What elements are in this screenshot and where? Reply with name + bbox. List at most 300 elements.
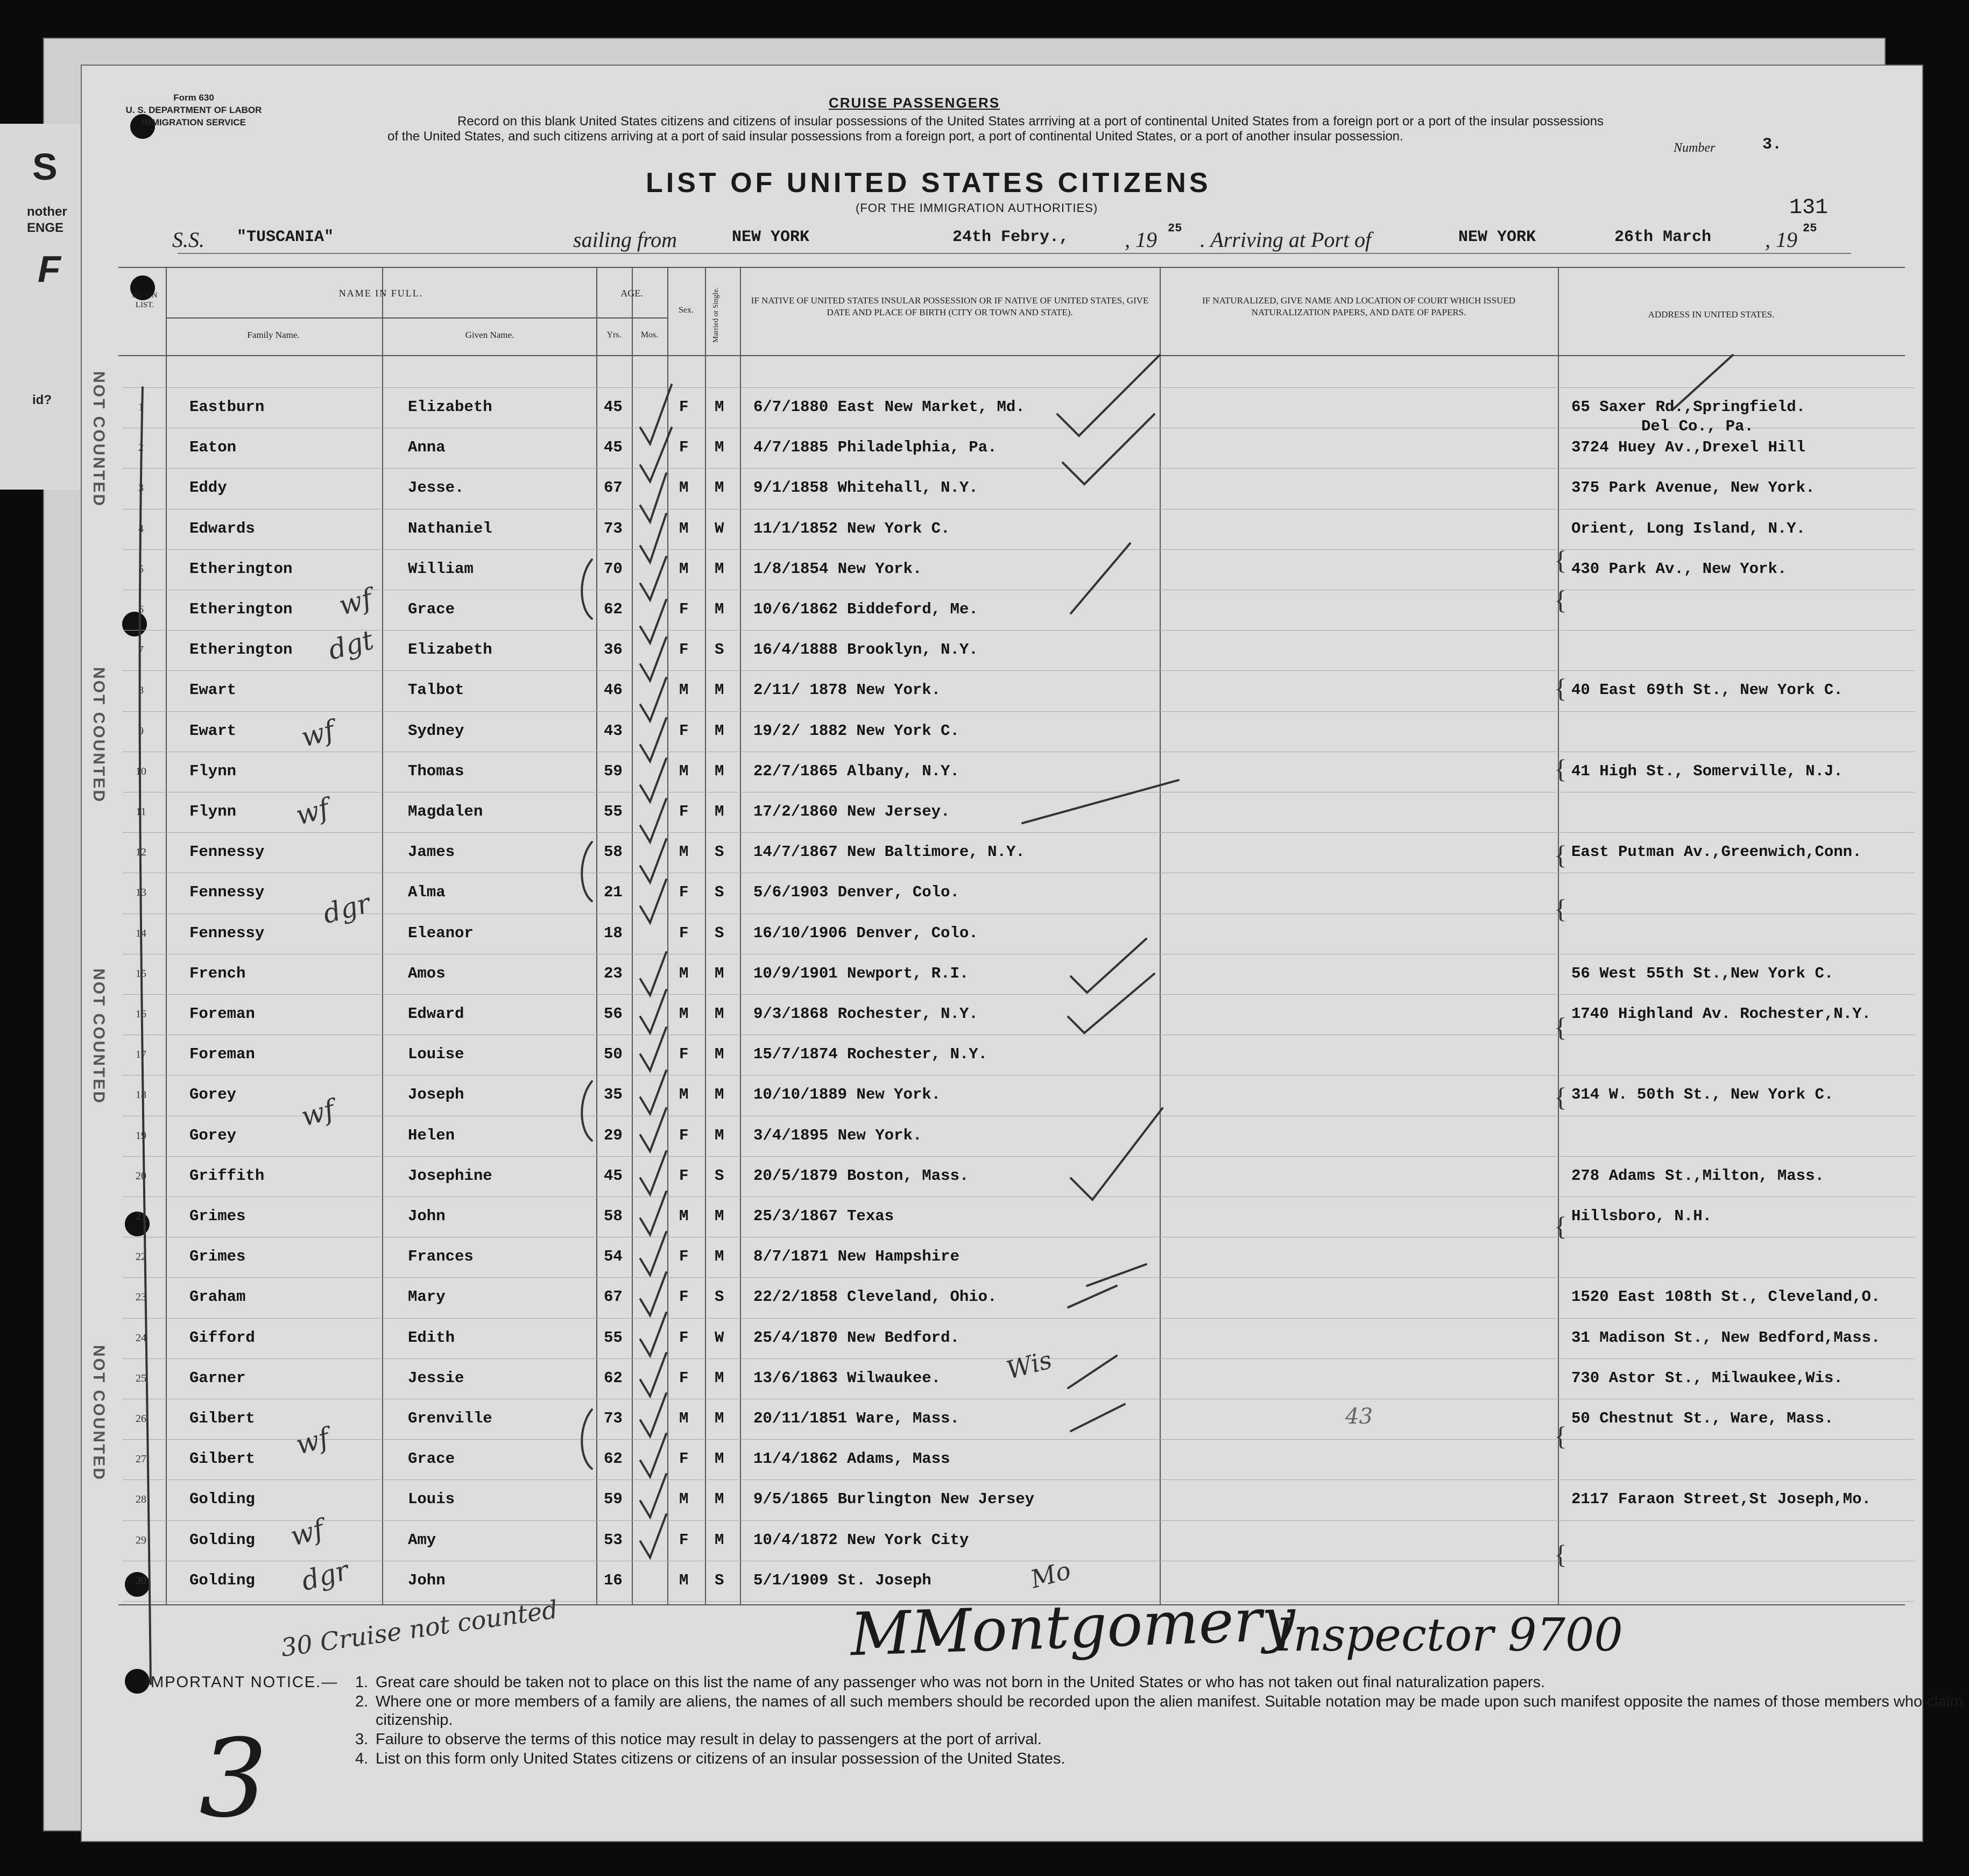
marital-status: S [715,1571,724,1589]
family-name: Grimes [189,1207,246,1225]
age-years: 58 [604,843,623,861]
marital-status: M [715,1045,724,1064]
year-suffix: 25 [1803,222,1817,235]
family-name: Foreman [189,1045,255,1064]
col-mos: Mos. [640,330,659,339]
inspector-signature: Inspector 9700 [1275,1609,1623,1661]
age-years: 35 [604,1086,623,1104]
family-brace: { [1554,754,1567,784]
birth-date-place: 8/7/1871 New Hampshire [753,1248,959,1266]
age-years: 29 [604,1126,623,1144]
family-name: Etherington [189,641,293,659]
family-name: Graham [189,1288,246,1306]
sex: M [679,681,689,699]
given-name: Alma [408,883,446,902]
marital-status: S [715,843,724,861]
age-years: 16 [604,1571,623,1589]
handwritten-note: 43 [1345,1404,1373,1429]
family-name: Gorey [189,1086,237,1104]
age-years: 67 [604,1288,623,1306]
birth-date-place: 13/6/1863 Wilwaukee. [753,1369,941,1387]
birth-date-place: 16/10/1906 Denver, Colo. [753,924,978,942]
given-name: Louis [408,1490,455,1509]
address: 730 Astor St., Milwaukee,Wis. [1571,1369,1843,1387]
given-name: Frances [408,1248,474,1266]
birth-date-place: 10/4/1872 New York City [753,1531,969,1549]
sex: F [679,1531,689,1549]
marital-status: W [715,519,724,537]
address: 314 W. 50th St., New York C. [1571,1086,1834,1104]
age-years: 67 [604,479,623,497]
handwritten-note: Wis [1003,1344,1055,1385]
age-years: 50 [604,1045,623,1064]
family-name: Etherington [189,600,293,618]
list-number: 4 [138,522,144,535]
list-number: 10 [136,765,146,777]
marital-status: S [715,641,724,659]
family-brace: { [1554,840,1567,870]
sex: M [679,1207,689,1225]
age-years: 56 [604,1005,623,1023]
birth-date-place: 16/4/1888 Brooklyn, N.Y. [753,641,978,659]
family-name: Ewart [189,721,237,740]
family-brace: { [1554,1539,1567,1569]
family-name: Gilbert [189,1410,255,1427]
birth-date-place: 10/6/1862 Biddeford, Me. [753,600,978,618]
family-brace: { [1554,894,1567,924]
family-name: Flynn [189,803,237,820]
ss-label: S.S. [172,228,204,252]
given-name: Amos [408,964,446,982]
birth-date-place: 5/6/1903 Denver, Colo. [753,883,959,902]
birth-date-place: 20/5/1879 Boston, Mass. [753,1166,969,1185]
list-number: 27 [136,1453,146,1466]
edge-letter-f: F [38,248,61,290]
given-name: Jesse. [408,479,464,497]
col-yrs: Yrs. [606,330,622,339]
col-married-single: Married or Single. [712,287,720,343]
age-years: 43 [604,721,623,740]
list-number: 1 [138,401,144,413]
given-name: Louise [408,1045,464,1064]
birth-date-place: 11/1/1852 New York C. [753,519,950,537]
birth-date-place: 3/4/1895 New York. [753,1126,922,1144]
sailing-from-label: sailing from [573,228,677,252]
address: 41 High St., Somerville, N.J. [1571,762,1843,780]
col-given-name: Given Name. [465,330,514,340]
marital-status: M [715,1490,724,1509]
given-name: Edward [408,1005,464,1023]
list-title: LIST OF UNITED STATES CITIZENS [646,167,1211,199]
handwritten-note: wf [292,1422,333,1461]
age-years: 59 [604,762,623,780]
sex: M [679,843,689,861]
marital-status: M [715,600,724,618]
birth-date-place: 22/2/1858 Cleveland, Ohio. [753,1288,997,1306]
marital-status: M [715,560,724,578]
marital-status: M [715,1126,724,1144]
family-brace: { [1554,585,1567,615]
given-name: Grenville [408,1410,492,1427]
list-number: 14 [136,927,146,939]
edge-fragment-enge: ENGE [27,221,64,235]
age-years: 54 [604,1248,623,1266]
list-number: 5 [138,563,144,575]
birth-date-place: 5/1/1909 St. Joseph [753,1571,931,1589]
sex: F [679,438,689,457]
col-age: AGE. [620,288,643,299]
marital-status: M [715,1086,724,1104]
family-name: Fennessy [189,924,265,942]
sex: M [679,1571,689,1589]
handwritten-note: wf [335,583,376,621]
department-label: U. S. DEPARTMENT OF LABOR [125,105,262,115]
edge-fragment-id: id? [32,393,52,407]
age-years: 53 [604,1531,623,1549]
given-name: Grace [408,1450,455,1468]
sex: M [679,479,689,497]
sex: M [679,560,689,578]
col-sex: Sex. [679,306,694,315]
given-name: Grace [408,600,455,618]
address: 3724 Huey Av.,Drexel Hill [1571,438,1806,457]
family-brace: { [1554,1421,1567,1451]
marital-status: M [715,721,724,740]
family-name: Golding [189,1571,255,1589]
address: Hillsboro, N.H. [1571,1207,1712,1225]
marital-status: M [715,1450,724,1468]
list-number: 19 [136,1129,146,1142]
sex: F [679,398,689,416]
sex: F [679,883,689,902]
not-counted-stamp: NOT COUNTED [90,371,108,507]
list-number: 9 [138,725,144,737]
sailing-from-port: NEW YORK [732,228,810,246]
list-number: 28 [136,1493,146,1506]
birth-date-place: 15/7/1874 Rochester, N.Y. [753,1045,988,1064]
list-number: 29 [136,1534,146,1546]
age-years: 46 [604,681,623,699]
sex: F [679,1328,689,1347]
birth-date-place: 10/9/1901 Newport, R.I. [753,964,969,982]
address-line-2: Del Co., Pa. [1641,417,1754,435]
handwritten-note: wf [287,1513,327,1552]
family-name: Golding [189,1531,255,1549]
marital-status: S [715,1166,724,1185]
col-no: No. ON LIST. [132,291,158,309]
sex: M [679,1410,689,1427]
handwritten-note: dgr [298,1554,352,1597]
address: 31 Madison St., New Bedford,Mass. [1571,1328,1881,1347]
marital-status: M [715,1207,724,1225]
age-years: 55 [604,803,623,820]
list-number: 16 [136,1008,146,1020]
page-number: 131 [1789,196,1829,220]
list-number: 11 [136,806,146,818]
age-years: 70 [604,560,623,578]
not-counted-stamp: NOT COUNTED [90,1345,108,1481]
notice-item: 3. Failure to observe the terms of this notice may result in delay to passengers at the port of arrival. [355,1731,1042,1748]
ship-name: "TUSCANIA" [237,228,334,246]
list-number: 23 [136,1291,146,1304]
family-name: Etherington [189,560,293,578]
age-years: 18 [604,924,623,942]
handwritten-note: dgt [324,624,377,666]
family-brace: { [1554,1012,1567,1042]
marital-status: M [715,1248,724,1266]
year-suffix: 25 [1168,222,1182,235]
marital-status: M [715,681,724,699]
given-name: Sydney [408,721,464,740]
sex: M [679,964,689,982]
marital-status: S [715,883,724,902]
marital-status: M [715,398,724,416]
sex: F [679,1288,689,1306]
officer-signature: MMontgomery [849,1584,1297,1669]
handwritten-note: wf [292,792,333,831]
age-years: 45 [604,1166,623,1185]
age-years: 21 [604,883,623,902]
list-number: 6 [138,604,144,615]
given-name: James [408,843,455,861]
given-name: Elizabeth [408,641,492,659]
birth-date-place: 19/2/ 1882 New York C. [753,721,959,740]
address: 1520 East 108th St., Cleveland,O. [1571,1288,1881,1306]
address: East Putman Av.,Greenwich,Conn. [1571,843,1862,861]
marital-status: S [715,924,724,942]
family-name: Golding [189,1490,255,1509]
marital-status: M [715,964,724,982]
list-number: 20 [136,1170,146,1182]
marital-status: M [715,438,724,457]
sex: F [679,1126,689,1144]
birth-date-place: 25/4/1870 New Bedford. [753,1328,959,1347]
family-name: Ewart [189,681,237,699]
given-name: Nathaniel [408,519,492,537]
sex: F [679,641,689,659]
list-number: 2 [138,442,144,454]
address: 278 Adams St.,Milton, Mass. [1571,1166,1824,1185]
handwritten-note: Mo [1027,1555,1074,1594]
marital-status: M [715,1531,724,1549]
given-name: Elizabeth [408,398,492,416]
sex: F [679,1450,689,1468]
list-number: 18 [136,1089,146,1101]
family-brace: { [1554,673,1567,703]
address: 40 East 69th St., New York C. [1571,681,1843,699]
given-name: Magdalen [408,803,483,820]
birth-date-place: 2/11/ 1878 New York. [753,681,941,699]
family-name: Gorey [189,1126,237,1144]
address: 65 Saxer Rd.,Springfield. [1571,398,1806,416]
birth-date-place: 22/7/1865 Albany, N.Y. [753,762,959,780]
family-name: Gifford [189,1328,255,1347]
arrival-port: NEW YORK [1458,228,1536,246]
list-number: 15 [136,967,146,980]
given-name: Amy [408,1531,436,1549]
age-years: 36 [604,641,623,659]
arrival-date: 26th March [1614,228,1712,246]
list-number: 3 [138,482,144,494]
given-name: Joseph [408,1086,464,1104]
birth-date-place: 10/10/1889 New York. [753,1086,941,1104]
marital-status: M [715,1005,724,1023]
list-number: 21 [136,1210,146,1222]
family-name: Eddy [189,479,227,497]
family-name: Griffith [189,1166,265,1185]
list-number: 12 [136,846,146,859]
handwritten-note: 30 Cruise not counted [279,1595,560,1662]
age-years: 55 [604,1328,623,1347]
age-years: 62 [604,1450,623,1468]
col-birth: IF NATIVE OF UNITED STATES INSULAR POSSESSION OR IF NATIVE OF UNITED STATES, GIVE DATE AND PLACE OF BIRTH (CITY OR TOWN AND STATE). [751,295,1149,317]
number-label: Number [1674,141,1716,155]
list-number: 25 [136,1372,146,1384]
sex: F [679,1166,689,1185]
address: 430 Park Av., New York. [1571,560,1787,578]
marital-status: M [715,762,724,780]
age-years: 73 [604,1410,623,1427]
col-family-name: Family Name. [247,330,300,340]
given-name: Talbot [408,681,464,699]
address: Orient, Long Island, N.Y. [1571,519,1806,537]
family-name: Garner [189,1369,246,1387]
birth-date-place: 25/3/1867 Texas [753,1207,894,1225]
birth-date-place: 9/1/1858 Whitehall, N.Y. [753,479,978,497]
list-number: 8 [138,684,144,697]
marital-status: M [715,1369,724,1387]
family-name: French [189,964,246,982]
birth-date-place: 1/8/1854 New York. [753,560,922,578]
age-years: 62 [604,600,623,618]
address: 1740 Highland Av. Rochester,N.Y. [1571,1005,1871,1023]
sex: F [679,1045,689,1064]
given-name: John [408,1571,446,1589]
given-name: Thomas [408,762,464,780]
sex: M [679,1490,689,1509]
family-name: Fennessy [189,883,265,902]
family-name: Eastburn [189,398,265,416]
age-years: 45 [604,438,623,457]
given-name: Edith [408,1328,455,1347]
handwritten-note: wf [298,714,338,753]
age-years: 58 [604,1207,623,1225]
sheet-number-handwritten: 3 [199,1716,268,1842]
col-name-in-full: NAME IN FULL. [338,288,424,299]
address: 56 West 55th St.,New York C. [1571,964,1834,982]
list-number: 26 [136,1413,146,1425]
list-number: 24 [136,1332,146,1344]
family-name: Fennessy [189,843,265,861]
birth-date-place: 4/7/1885 Philadelphia, Pa. [753,438,997,457]
number-value: 3. [1762,136,1782,154]
form-label: Form 630 [173,93,214,103]
sex: M [679,1005,689,1023]
age-years: 45 [604,398,623,416]
sex: F [679,803,689,820]
sex: F [679,1248,689,1266]
departure-date: 24th Febry., [952,228,1069,246]
col-address: ADDRESS IN UNITED STATES. [1648,309,1775,320]
service-label: IMMIGRATION SERVICE [142,117,246,128]
not-counted-stamp: NOT COUNTED [90,968,108,1105]
given-name: Josephine [408,1166,492,1185]
given-name: Helen [408,1126,455,1144]
birth-date-place: 9/3/1868 Rochester, N.Y. [753,1005,978,1023]
given-name: Eleanor [408,924,474,942]
given-name: Jessie [408,1369,464,1387]
birth-date-place: 17/2/1860 New Jersey. [753,803,950,820]
sex: M [679,519,689,537]
family-name: Eaton [189,438,237,457]
col-naturalized: IF NATURALIZED, GIVE NAME AND LOCATION OF COURT WHICH ISSUED NATURALIZATION PAPERS, AND DATE OF PAPERS. [1202,295,1515,317]
list-number: 22 [136,1251,146,1263]
family-brace: { [1554,545,1567,575]
year-prefix: , 19 [1125,228,1157,252]
list-subtitle: (FOR THE IMMIGRATION AUTHORITIES) [856,201,1098,215]
birth-date-place: 11/4/1862 Adams, Mass [753,1450,950,1468]
address: 2117 Faraon Street,St Joseph,Mo. [1571,1490,1871,1509]
edge-fragment-nother: nother [27,204,67,219]
sex: M [679,1086,689,1104]
family-name: Flynn [189,762,237,780]
list-number: 17 [136,1049,146,1061]
marital-status: M [715,479,724,497]
notice-item: 2. Where one or more members of a family are aliens, the names of all such members should be recorded upon the alien manifest. Suitable notation may be made upon such manifest opposite the names of those members who claim citizenship. [355,1693,1963,1729]
sex: F [679,721,689,740]
birth-date-place: 14/7/1867 New Baltimore, N.Y. [753,843,1025,861]
instruction-paragraph: Record on this blank United States citizens and citizens of insular possessions of the United States arrriving at a port of continental United States from a foreign port or a port of the insular possessions of the United States, and such citizens arriving at a port of said insular possessions from a foreign port, a port of continental United States, or a port of another insular possession. [387,114,1604,144]
marital-status: M [715,1410,724,1427]
year-prefix: , 19 [1765,228,1797,252]
sex: F [679,924,689,942]
given-name: Anna [408,438,446,457]
list-number: 13 [136,887,146,899]
family-name: Foreman [189,1005,255,1023]
address: 50 Chestnut St., Ware, Mass. [1571,1410,1834,1427]
age-years: 59 [604,1490,623,1509]
birth-date-place: 6/7/1880 East New Market, Md. [753,398,1025,416]
family-name: Gilbert [189,1450,255,1468]
family-brace: { [1554,1211,1567,1241]
age-years: 23 [604,964,623,982]
family-name: Grimes [189,1248,246,1266]
handwritten-note: dgr [319,887,373,930]
birth-date-place: 9/5/1865 Burlington New Jersey [753,1490,1035,1509]
cruise-passengers-title: CRUISE PASSENGERS [829,95,1000,111]
arriving-label: . Arriving at Port of [1200,228,1372,252]
family-brace: { [1554,1082,1567,1112]
given-name: John [408,1207,446,1225]
age-years: 62 [604,1369,623,1387]
edge-letter-s: S [32,146,58,188]
not-counted-stamp: NOT COUNTED [90,667,108,803]
given-name: William [408,560,474,578]
notice-label: IMPORTANT NOTICE.— [145,1674,338,1691]
sex: M [679,762,689,780]
age-years: 73 [604,519,623,537]
marital-status: S [715,1288,724,1306]
family-name: Edwards [189,519,255,537]
given-name: Mary [408,1288,446,1306]
marital-status: W [715,1328,724,1347]
sex: F [679,600,689,618]
address: 375 Park Avenue, New York. [1571,479,1815,497]
birth-date-place: 20/11/1851 Ware, Mass. [753,1410,959,1427]
list-number: 7 [138,644,144,656]
sex: F [679,1369,689,1387]
notice-item: 1. Great care should be taken not to place on this list the name of any passenger who was not born in the United States or who has not taken out final naturalization papers. [355,1674,1545,1691]
